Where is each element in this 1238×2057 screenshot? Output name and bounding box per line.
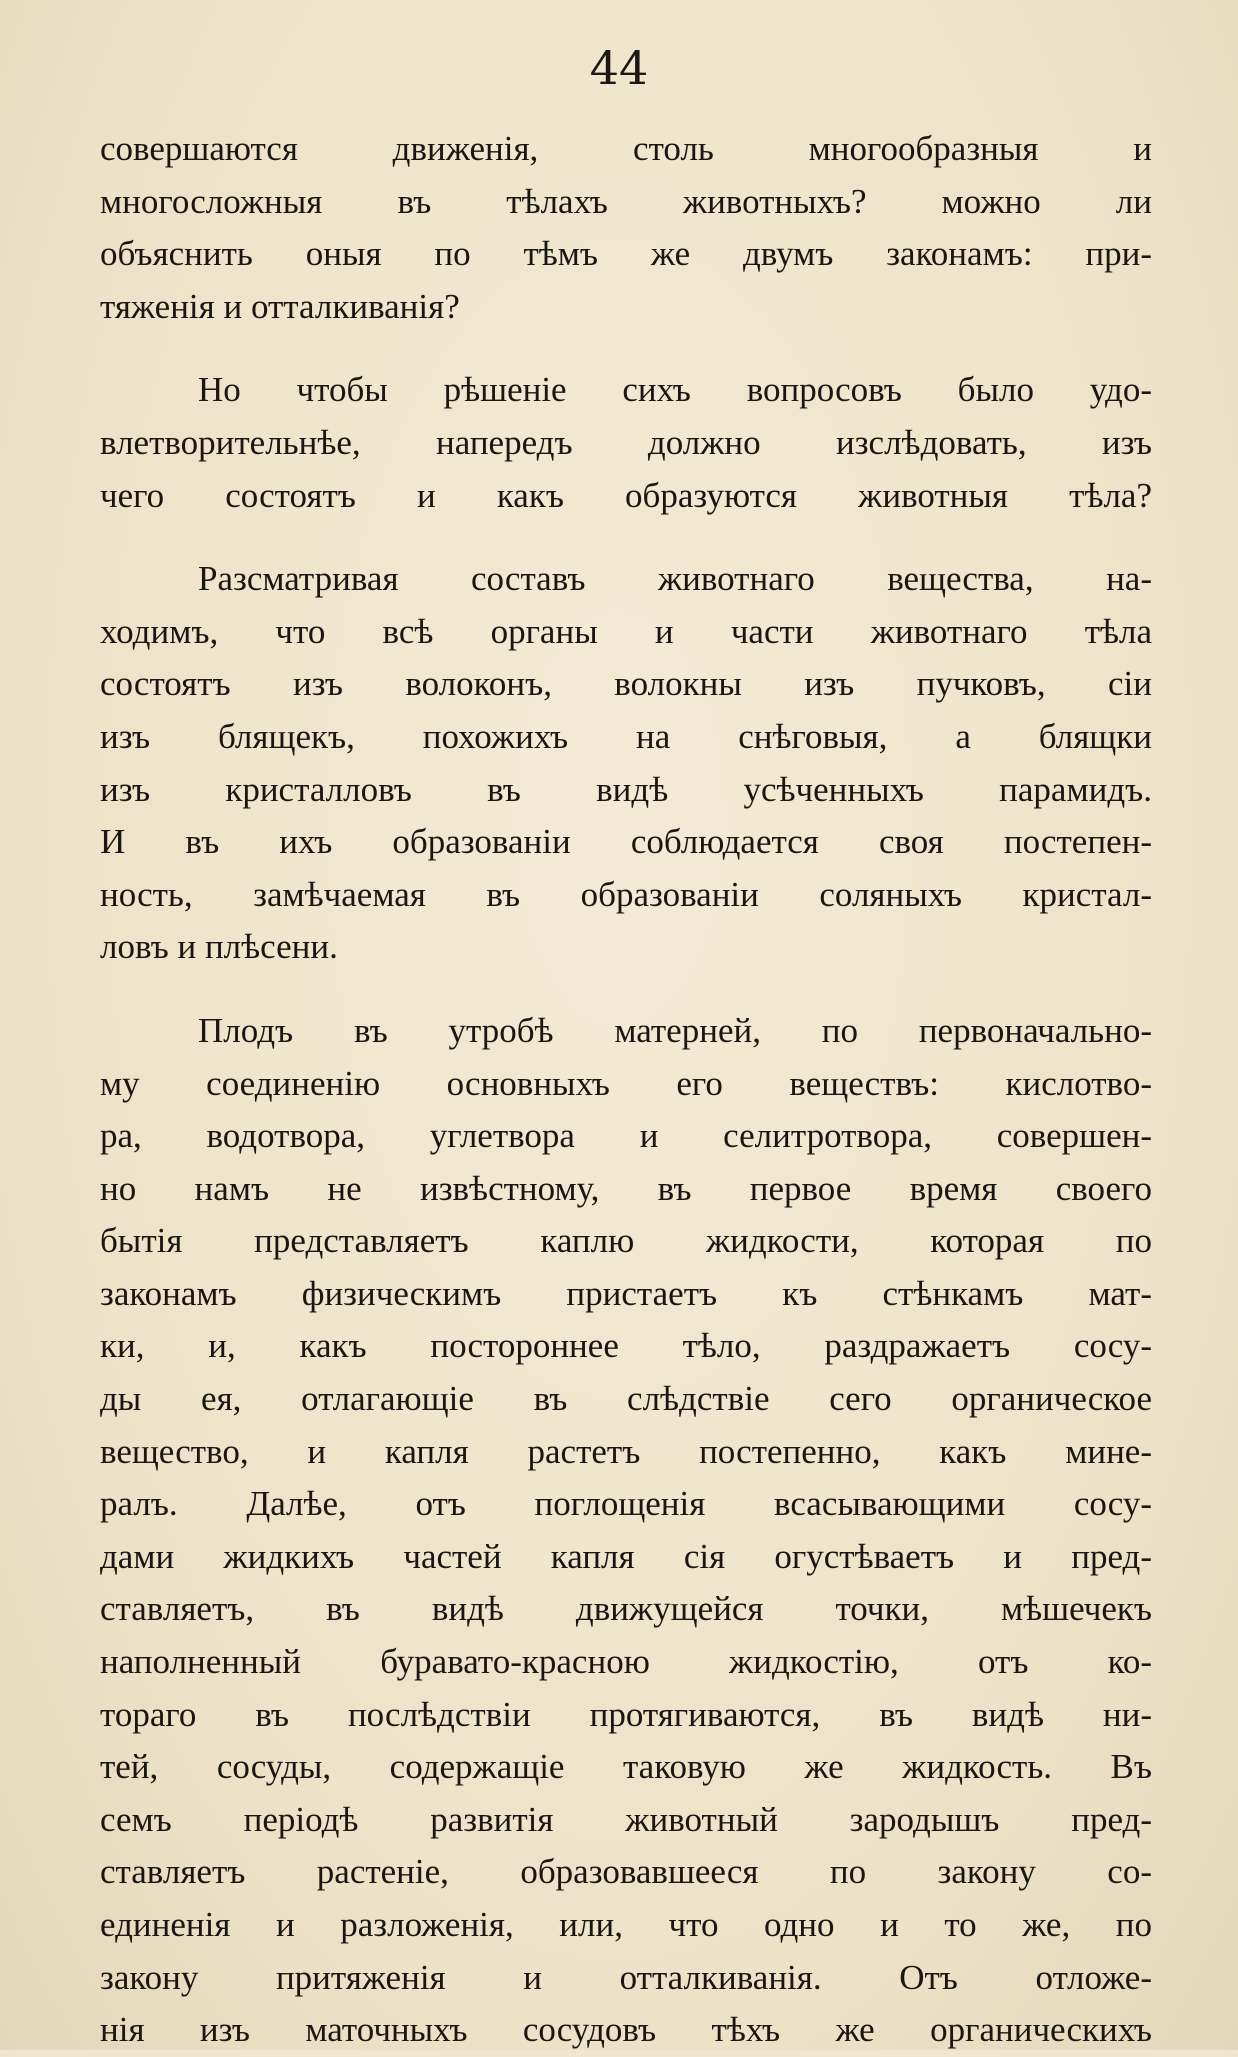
text-line: состоятъ изъ волоконъ, волокны изъ пучковъ, сіи [100,664,1152,704]
text-line: наполненный буравато-красною жидкостію, отъ ко- [100,1642,1152,1682]
text-line: чего состоятъ и какъ образуются животныя тѣла? [100,475,1152,515]
text-line: Плодъ въ утробѣ матерней, по первоначально- [198,1010,1152,1050]
text-line: единенія и разложенія, или, что одно и то же, по [100,1905,1152,1944]
text-line: объяснить оныя по тѣмъ же двумъ законамъ: при- [100,234,1152,274]
text-line: Но чтобы рѣшеніе сихъ вопросовъ было удо- [198,370,1152,410]
text-line: ходимъ, что всѣ органы и части животнаго тѣла [100,611,1152,651]
text-line: ралъ. Далѣе, отъ поглощенія всасывающими сосу- [100,1484,1152,1524]
text-line: му соединенію основныхъ его веществъ: кислотво- [100,1063,1152,1103]
text-line: нія изъ маточныхъ сосудовъ тѣхъ же органическихъ [100,2010,1152,2050]
text-line: ра, водотвора, углетвора и селитротвора, совершен- [100,1116,1152,1156]
text-line: изъ блящекъ, похожихъ на снѣговыя, а блящки [100,716,1152,756]
text-line: многосложныя въ тѣлахъ животныхъ? можно ли [100,181,1152,221]
text-line: дами жидкихъ частей капля сія огустѣваетъ и пред- [100,1536,1152,1576]
text-line: влетворительнѣе, напередъ должно изслѣдовать, изъ [100,422,1152,462]
paragraph [100,123,1152,333]
text-line: бытія представляетъ каплю жидкости, которая по [100,1221,1152,1261]
text-line: но намъ не извѣстному, въ первое время своего [100,1168,1152,1208]
text-line: ность, замѣчаемая въ образованіи соляныхъ кристал- [100,874,1152,914]
text-line: ловъ и плѣсени. [100,927,338,967]
paragraph [100,1005,1152,2057]
text-line: тяженія и отталкиванія? [100,286,460,326]
text-line: И въ ихъ образованіи соблюдается своя постепен- [100,822,1152,862]
paragraph [100,553,1152,974]
paragraph [100,364,1152,522]
text-line: изъ кристалловъ въ видѣ усѣченныхъ парамидъ. [100,769,1152,809]
page-body-text [100,123,1152,2057]
text-line: ки, и, какъ постороннее тѣло, раздражаетъ сосу- [100,1326,1152,1366]
text-line: ды ея, отлагающіе въ слѣдствіе сего органическое [100,1379,1152,1419]
text-line: Разсматривая составъ животнаго вещества, на- [198,559,1152,599]
text-line: вещество, и капля растетъ постепенно, какъ мине- [100,1431,1152,1471]
text-line: законамъ физическимъ пристаетъ къ стѣнкамъ мат- [100,1273,1152,1313]
page-number: 44 [589,41,649,95]
text-line: тей, сосуды, содержащіе таковую же жидкость. Въ [100,1747,1152,1787]
text-line: ставляетъ, въ видѣ движущейся точки, мѣшечекъ [100,1589,1152,1629]
text-line: закону притяженія и отталкиванія. Отъ отложе- [100,1957,1152,1997]
text-line: ставляетъ растеніе, образовавшееся по закону со- [100,1852,1152,1892]
text-line: совершаются движенія, столь многообразныя и [100,129,1152,168]
text-line: тораго въ послѣдствіи протягиваются, въ видѣ ни- [100,1694,1152,1734]
text-line: семъ періодѣ развитія животный зародышъ пред- [100,1799,1152,1839]
